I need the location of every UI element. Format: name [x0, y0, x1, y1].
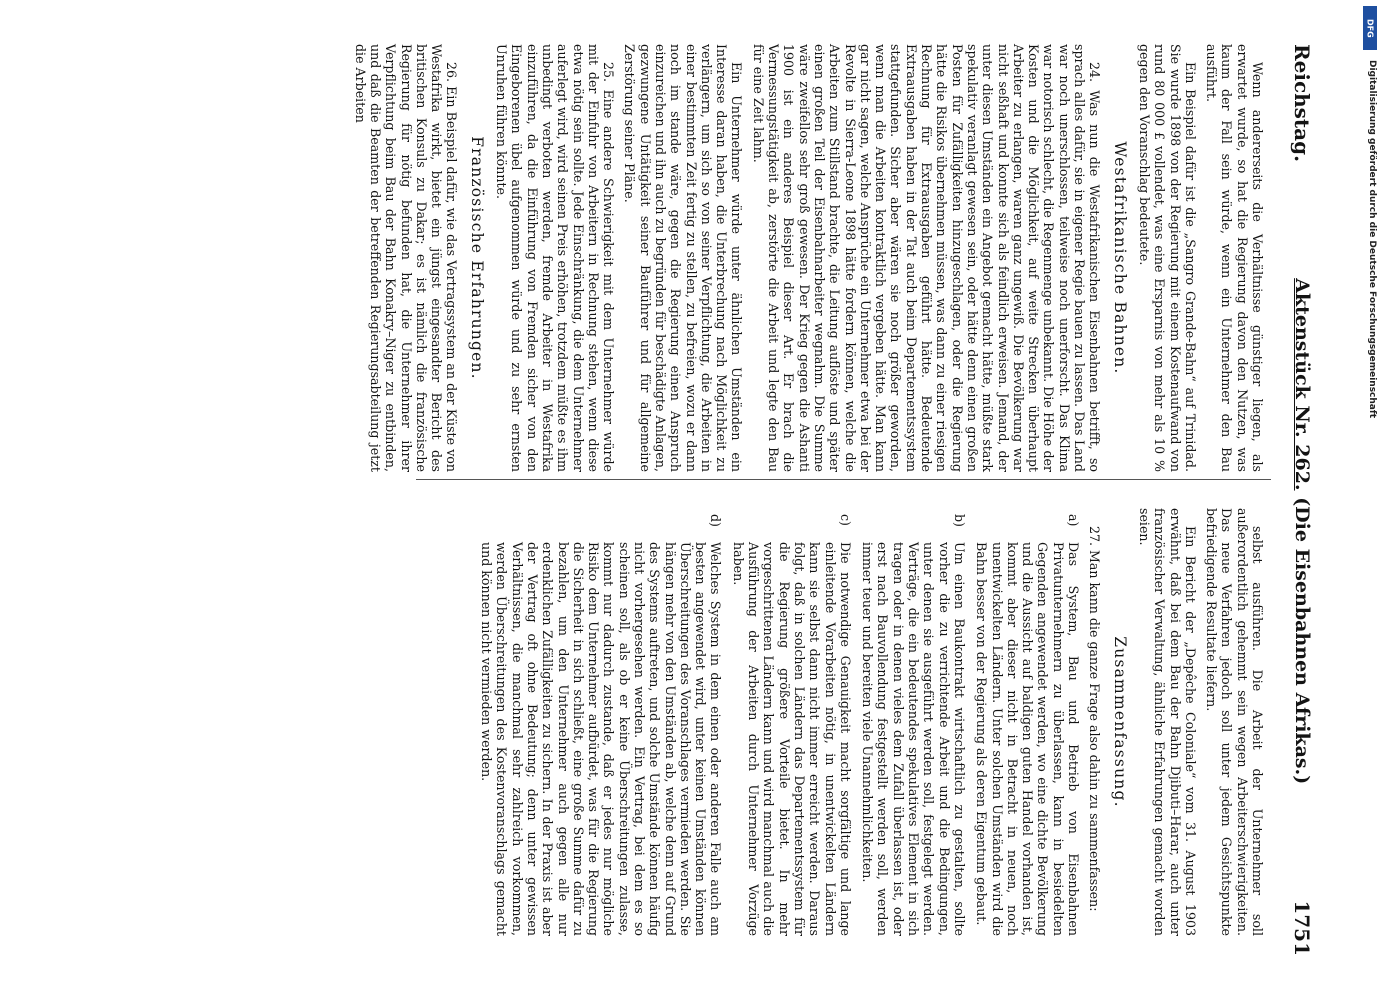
list-item — [974, 508, 1081, 936]
list-item-text: Das System, Bau und Betrieb von Eisenbahnen Privatunternehmern zu überlassen, kann in besiedelten Gegenden angewendet werden, wo eine dichte Bevölkerung und die Aussicht auf baldigen guten Handel vorhanden ist, kommt aber dieser nicht in Betracht in neuen, noch unentwickelten Ländern. Unter solchen Umständen wird die Bahn besser von der Regierung als deren Eigentum gebaut. — [974, 542, 1082, 936]
page-number: 1751 — [1290, 900, 1314, 956]
list-item — [860, 508, 967, 936]
list-item-mark: c) — [837, 514, 853, 526]
list-item-mark: a) — [1066, 514, 1082, 527]
section-heading: Westafrikanische Bahnen. — [1110, 141, 1129, 375]
list-item — [479, 508, 724, 936]
section-heading: Französische Erfahrungen. — [467, 136, 486, 380]
header-left: Reichstag. — [1290, 44, 1314, 163]
right-column — [472, 508, 1265, 936]
paragraph: Ein Unternehmer würde unter ähnlichen Umständen ein Interesse daran haben, die Unterbrechung nach Möglichkeit zu verlängern, um sich so von seiner Verpflichtung, die Arbeiten in einer bestimmten Zeit fertig zu stellen, zu befreien, wozu er dann noch im stande wäre, gegen die Regierung einen Anspruch einzureichen und ihn auch zu begründen für beschädigte Anlagen, gezwungene Untätigkeit seiner Bauführer und für allgemeine Zerstörung seiner Pläne. — [622, 44, 745, 472]
list-item — [731, 508, 853, 936]
summary-list — [479, 508, 1081, 936]
header-center — [1291, 278, 1313, 784]
digitization-sidebar — [1363, 0, 1377, 1000]
paragraph: 26. Ein Beispiel dafür, wie das Vertragssystem an der Küste von Westafrika wirkt, bietet ein jüngst eingesandter Bericht des britischen Konsuls zu Dakar; es ist nämlich die französische Regierung für nötig befunden hat, die Unternehmer ihrer Verpflichtung beim Bau der Bahn Konakry–Niger zu entbinden, und daß die Beamten der betreffenden Regierungsabteilung jetzt die Arbeiten — [352, 44, 460, 472]
digitization-credit: Digitalisierung gefördert durch die Deutsche Forschungsgemeinschaft — [1367, 60, 1377, 419]
header-document-title: (Die Eisenbahnen Afrikas.) — [1291, 497, 1313, 785]
paragraph: 25. Eine andere Schwierigkeit mit dem Unternehmer würde mit der Einfuhr von Arbeitern in Rechnung stehen, wenn diese etwa nötig sein sollte. Jede Einschränkung, die dem Unternehmer auferlegt wird, wird seinen Preis erhöhen, trotzdem müßte es ihm unbedingt verboten werden, fremde Arbeiter in Westafrika einzuführen, da die Einführung von Fremden sicher von den Eingeborenen übel aufgenommen würde und zu sehr ernsten Unruhen führen könnte. — [494, 44, 617, 472]
paragraph: Ein Beispiel dafür ist die „Sangro Grande-Bahn“ auf Trinidad. Sie wurde 1898 von der Regierung mit einem Kostenaufwand von rund 80 000 £ vollendet, was eine Ersparnis von mehr als 10 % gegen den Voranschlag bedeutete. — [1136, 44, 1198, 472]
paragraph: Ein Bericht der „Depêche Coloniale“ vom 31. August 1903 erwähnt, daß bei dem Bau der Bahn Djibuti–Harar, auch unter französischer Verwaltung, ähnliche Erfahrungen gemacht worden seien. — [1136, 508, 1198, 936]
left-column — [346, 44, 1265, 472]
list-item-text: Die notwendige Genauigkeit macht sorgfältige und lange einleitende Vorarbeiten nötig, in unentwickelten Ländern kann sie selbst dann nicht immer erreicht werden. Daraus folgt, daß in solchen Ländern das Departementssystem für die Regierung größere Vorteile bietet. In mehr vorgeschrittenen Ländern kann und wird manchmal auch die Ausführung der Arbeiten durch Unternehmer Vorzüge haben. — [730, 542, 853, 936]
header-document-number: Aktenstück Nr. 262. — [1291, 278, 1313, 491]
paragraph: Wenn andererseits die Verhältnisse günstiger liegen, als erwartet wurde, so hat die Regierung davon den Nutzen, was kaum der Fall sein würde, wenn ein Unternehmer den Bau ausführt. — [1204, 44, 1265, 472]
list-item-mark: d) — [708, 514, 724, 527]
paragraph: 24. Was nun die Westafrikanischen Eisenbahnen betrifft, so sprach alles dafür, sie in eigener Regie bauen zu lassen. Das Land war noch unerschlossen, teilweise noch unerforscht. Das Klima war notorisch schlecht, die Regenmenge unbekannt. Die Höhe der Kosten und die Möglichkeit, auf weite Strecken überhaupt Arbeiter zu erlangen, waren ganz ungewiß. Die Bevölkerung war nicht seßhaft und konnte sich als feindlich erweisen. Jemand, der unter diesen Umständen ein Angebot gemacht hätte, müßte stark spekulativ veranlagt gewesen sein, oder hätte denn einen großen Posten für Zufälligkeiten hinzugeschlagen, oder die Regierung hätte die Risikos übernehmen müssen, was dann zu einer riesigen Rechnung für Extraausgaben geführt hätte. Bedeutende Extraausgaben haben in der Tat auch beim Departementssystem stattgefunden. Sicher aber wären sie noch größer geworden, wenn man die Arbeiten kontraktlich vergeben hätte. Man kann gar nicht sagen, welche Ansprüche ein Unternehmer etwa bei der Revolte in Sierra-Leone 1898 hätte fordern können, welche die Arbeiten zum Stillstand brachte, die Leitung auflöste und später einen großen Teil der Eisenbahnarbeiter wegnahm. Die Summe wäre zweifellos sehr groß gewesen. Der Krieg gegen die Ashanti 1900 ist ein anderes Beispiel dieser Art. Er brach die Vermessungstätigkeit ab, zerstörte die Arbeit und legte den Bau für eine Zeit lahm. — [750, 44, 1103, 472]
section-heading: Zusammenfassung. — [1110, 636, 1129, 808]
column-divider — [416, 479, 1271, 480]
paragraph: selbst ausführen. Die Arbeit der Unternehmer soll außerordentlich gehemmt sein wegen Arbeiterschwierigkeiten. Das neue Verfahren jedoch soll unter jedem Gesichtspunkte befriedigende Resultate liefern. — [1204, 508, 1265, 936]
list-item-text: Welches System in dem einen oder anderen Falle auch am besten angewendet wird, unter keinen Umständen können Überschreitungen des Voranschlages vermieden werden. Sie hängen mehr von den Umständen ab, welche denn auf Grund des Systems auftreten, und solche Umstände können häufig nicht vorhergesehen werden. Ein Vertrag, bei dem es so scheinen soll, als ob er keine Überschreitungen zulasse, kommt nur dadurch zustande, daß er jedes nur mögliche Risiko dem Unternehmer aufbürdet, was für die Regierung die Sicherheit in sich schließt, eine große Summe dafür zu bezahlen, um den Unternehmer auch gegen alle nur erdenklichen Zufälligkeiten zu sichern. In der Praxis ist aber der Vertrag oft ohne Bedeutung; denn unter gewissen Verhältnissen, die manchmal sehr zahlreich vorkommen, werden Überschreitungen des Kostenvoranschlags gemacht und können nicht vermieden werden. — [479, 542, 724, 936]
dfg-logo: DFG — [1363, 6, 1377, 50]
paragraph: 27. Man kann die ganze Frage also dahin zu sammenfassen: — [1087, 526, 1103, 912]
list-item-mark: b) — [951, 514, 967, 527]
page-header — [1281, 44, 1323, 956]
list-item-text: Um einen Baukontrakt wirtschaftlich zu gestalten, sollte vorher die zu verrichtende Arbeit und die Bedingungen, unter denen sie ausgeführt werden soll, festgelegt werden. Verträge, die ein bedeutendes spekulatives Element in sich tragen oder in denen vieles dem Zufall überlassen ist, oder erst nach Bauvollendung festgestellt werden soll, werden immer teuer und bereiten viele Unannehmlichkeiten. — [860, 542, 967, 936]
